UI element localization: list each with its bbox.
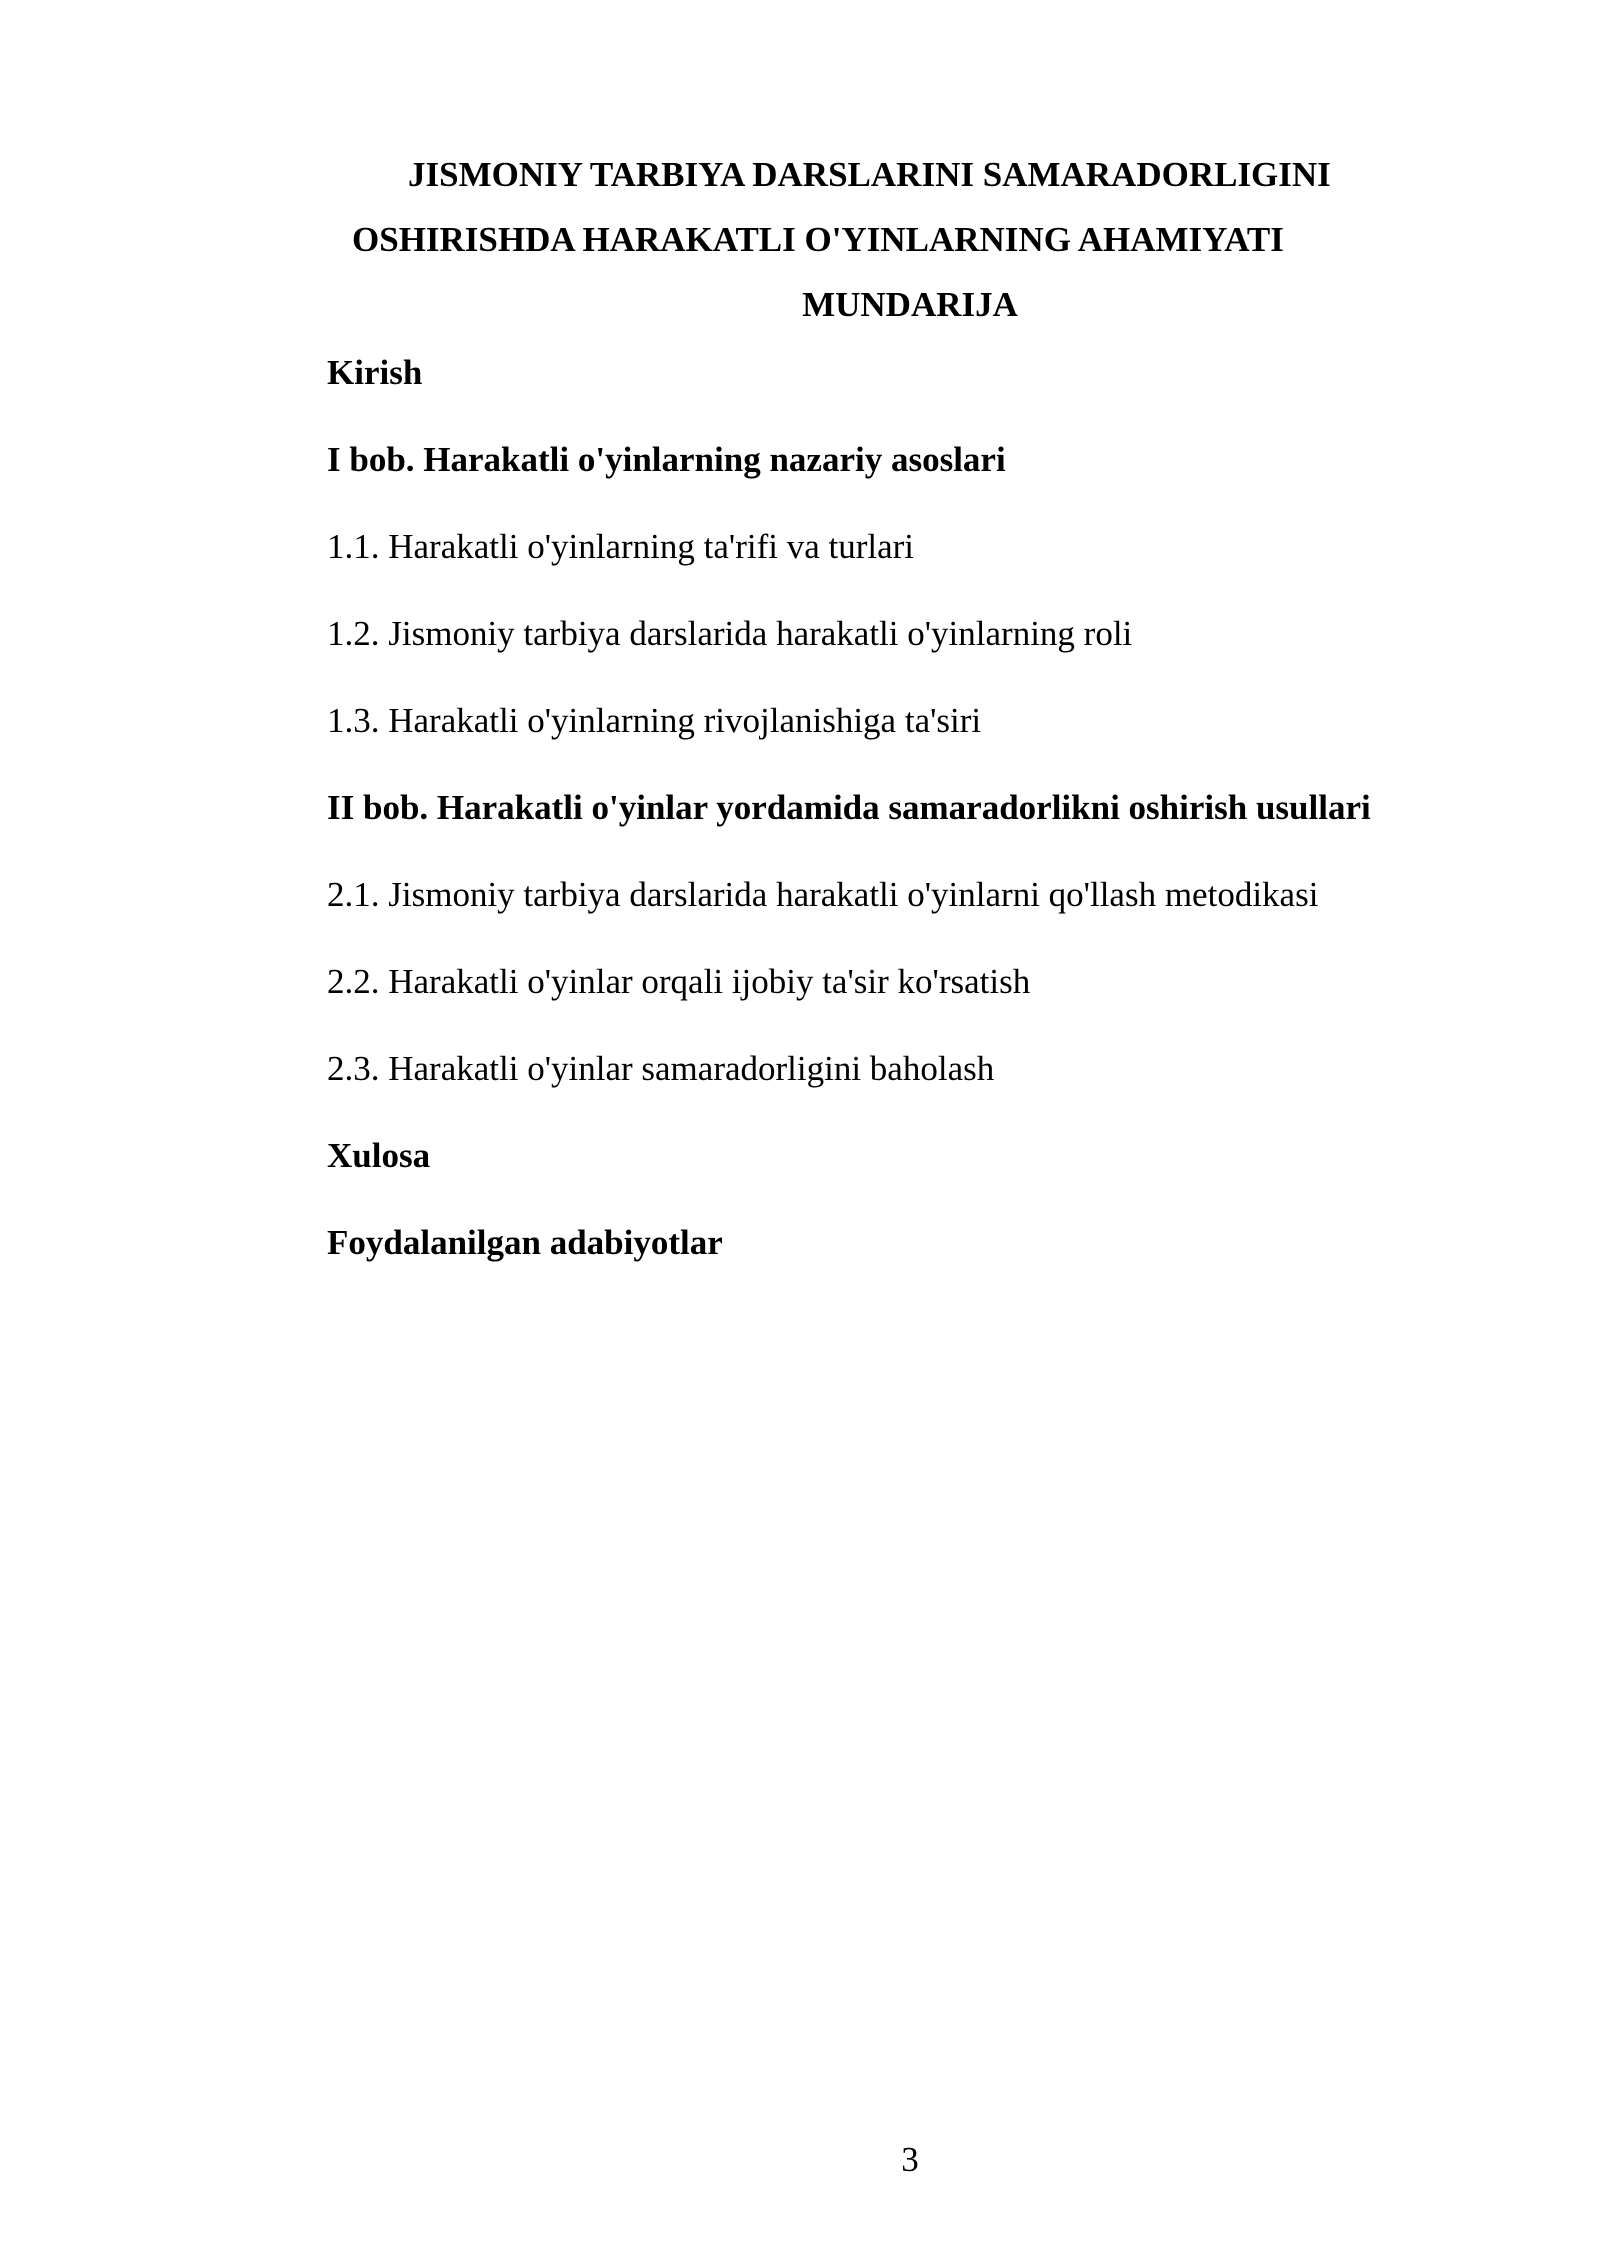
toc-entry-introduction: Kirish [327,353,423,392]
document-title-line-2: OSHIRISHDA HARAKATLI O'YINLARNING AHAMIYATI [352,220,1284,259]
toc-entry-references: Foydalanilgan adabiyotlar [327,1223,723,1262]
toc-entry-section-1-3: 1.3. Harakatli o'yinlarning rivojlanishiga ta'siri [327,701,982,740]
toc-entry-section-2-1: 2.1. Jismoniy tarbiya darslarida harakatli o'yinlarni qo'llash metodikasi [327,875,1319,914]
table-of-contents [327,349,1507,1306]
contents-heading: MUNDARIJA [802,285,1018,324]
toc-entry-chapter-2: II bob. Harakatli o'yinlar yordamida samaradorlikni oshirish usullari [327,788,1371,827]
document-title-line-1: JISMONIY TARBIYA DARSLARINI SAMARADORLIGINI [408,155,1331,194]
toc-entry-section-2-2: 2.2. Harakatli o'yinlar orqali ijobiy ta'sir ko'rsatish [327,962,1031,1001]
toc-entry-section-2-3: 2.3. Harakatli o'yinlar samaradorligini baholash [327,1049,995,1088]
page-number: 3 [901,2140,919,2179]
toc-entry-conclusion: Xulosa [327,1136,431,1175]
toc-entry-section-1-1: 1.1. Harakatli o'yinlarning ta'rifi va turlari [327,527,915,566]
toc-entry-chapter-1: I bob. Harakatli o'yinlarning nazariy asoslari [327,440,1006,479]
toc-entry-section-1-2: 1.2. Jismoniy tarbiya darslarida harakatli o'yinlarning roli [327,614,1133,653]
